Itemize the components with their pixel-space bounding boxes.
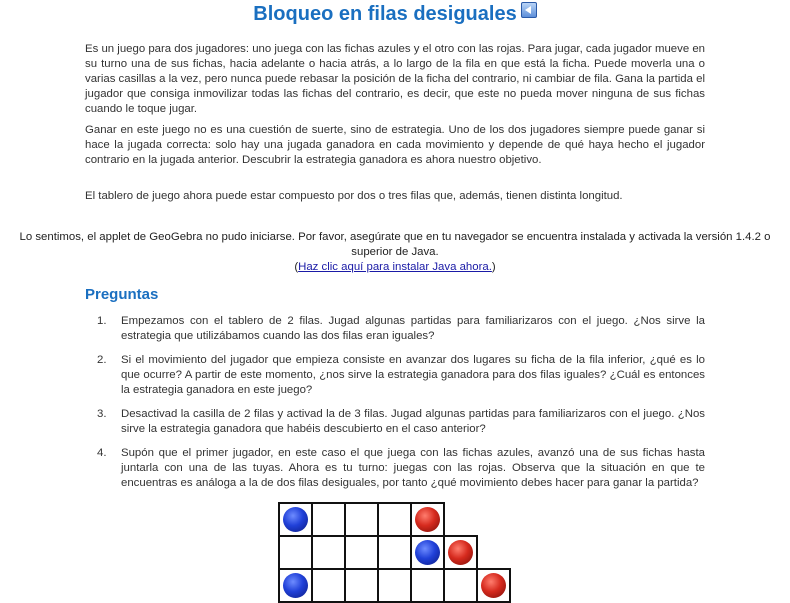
red-piece[interactable] (481, 573, 506, 598)
board-cell[interactable] (344, 568, 379, 603)
board-cell[interactable] (377, 568, 412, 603)
question-number: 4. (97, 447, 107, 459)
question-number: 2. (97, 354, 107, 366)
blue-piece[interactable] (415, 540, 440, 565)
blue-piece[interactable] (283, 507, 308, 532)
red-piece[interactable] (415, 507, 440, 532)
question-item-2 (85, 353, 705, 398)
red-piece[interactable] (448, 540, 473, 565)
board-cell[interactable] (311, 502, 346, 537)
board-cell[interactable] (311, 568, 346, 603)
intro-paragraph-rules: Es un juego para dos jugadores: uno juega con las fichas azules y el otro con las rojas. Para jugar, cada jugador mueve en su turno una de sus fichas, hacia adelante o hacia atrás, a lo largo de la fila en que está la ficha. Puede moverla una o varias casillas a la vez, pero nunca puede rebasar la posición de la ficha del contrario, ni cambiar de fila. Gana la partida el jugador que consiga inmovilizar todas las fichas del contrario, es decir, que este no pueda mover ninguna de sus fichas cuando le toque jugar. (85, 43, 705, 115)
board-cell[interactable] (377, 502, 412, 537)
question-text: Empezamos con el tablero de 2 filas. Jugad algunas partidas para familiarizaros con el juego. ¿Nos sirve la estrategia que utilizábamos cuando las dos filas eran iguales? (121, 315, 705, 342)
blue-piece[interactable] (283, 573, 308, 598)
question-item-3 (85, 407, 705, 437)
board-cell[interactable] (278, 535, 313, 570)
board-cell[interactable] (278, 502, 313, 537)
board-cell[interactable] (476, 568, 511, 603)
page-title-text: Bloqueo en filas desiguales (253, 3, 517, 25)
question-number: 1. (97, 315, 107, 327)
install-java-link[interactable]: Haz clic aquí para instalar Java ahora. (298, 261, 492, 273)
board-cell[interactable] (377, 535, 412, 570)
board-row-3 (278, 568, 511, 601)
applet-error-message (0, 230, 790, 275)
board-cell[interactable] (344, 535, 379, 570)
board-cell[interactable] (410, 568, 445, 603)
board-row-2 (278, 535, 478, 568)
board-cell[interactable] (344, 502, 379, 537)
board-row-1 (278, 502, 445, 535)
open-paren: ( (294, 261, 299, 273)
applet-error-text: Lo sentimos, el applet de GeoGebra no pudo iniciarse. Por favor, asegúrate que en tu navegador se encuentra instalada y activada la versión 1.4.2 o superior de Java. (19, 231, 771, 258)
board-cell[interactable] (443, 535, 478, 570)
question-text: Supón que el primer jugador, en este caso el que juega con las fichas azules, avanzó una de sus fichas hasta juntarla con una de las tuyas. Ahora es tu turno: juegas con las rojas. Observa que la situación en que te encuentras es análoga a la de dos filas desiguales, por tanto ¿qué movimiento debes hacer para ganar la partida? (121, 447, 705, 489)
close-paren: ) (491, 261, 496, 273)
questions-heading: Preguntas (85, 286, 159, 303)
board-cell[interactable] (410, 502, 445, 537)
intro-paragraph-strategy: Ganar en este juego no es una cuestión de suerte, sino de estrategia. Uno de los dos jugadores siempre puede ganar si hace la jugada correcta: solo hay una jugada ganadora en cada movimiento y depende de qué haya hecho el jugador contrario en la jugada anterior. Descubrir la estrategia ganadora es ahora nuestro objetivo. (85, 124, 705, 166)
board-cell[interactable] (410, 535, 445, 570)
board-cell[interactable] (443, 568, 478, 603)
intro-paragraph-board: El tablero de juego ahora puede estar compuesto por dos o tres filas que, además, tienen distinta longitud. (85, 190, 623, 202)
question-item-1 (85, 314, 705, 344)
board-cell[interactable] (311, 535, 346, 570)
questions-list (85, 314, 705, 500)
question-text: Si el movimiento del jugador que empieza consiste en avanzar dos lugares su ficha de la fila inferior, ¿qué es lo que ocurre? A partir de este momento, ¿nos sirve la estrategia ganadora para dos filas iguales? ¿Cuál es entonces la estrategia ganadora en este juego? (121, 354, 705, 396)
board-cell[interactable] (278, 568, 313, 603)
question-number: 3. (97, 408, 107, 420)
back-arrow-icon[interactable] (521, 2, 537, 18)
question-text: Desactivad la casilla de 2 filas y activad la de 3 filas. Jugad algunas partidas para familiarizaros con el juego. ¿Nos sirve la estrategia ganadora que habéis descubierto en el caso anterior? (121, 408, 705, 435)
question-item-4 (85, 446, 705, 491)
page-title (0, 2, 790, 26)
